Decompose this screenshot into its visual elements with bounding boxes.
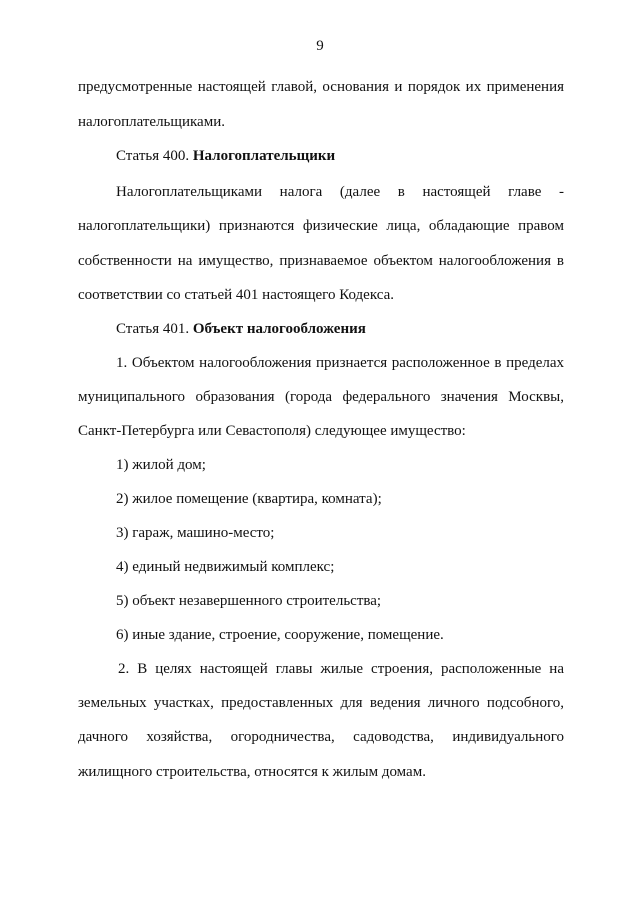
article-400-heading <box>116 146 564 166</box>
paragraph-line: земельных участках, предоставленных для ведения личного подсобного, <box>78 695 564 711</box>
article-400-title: Налогоплательщики <box>192 148 336 164</box>
article-400-number: Статья 400. <box>116 148 193 164</box>
paragraph-line: налогоплательщиками. <box>78 114 225 130</box>
list-item: 1) жилой дом; <box>116 457 206 473</box>
list-item: 3) гараж, машино-место; <box>116 525 275 541</box>
list-item: 5) объект незавершенного строительства; <box>116 593 382 609</box>
paragraph-line: дачного хозяйства, огородничества, садоводства, индивидуального <box>78 729 564 745</box>
paragraph-line: собственности на имущество, признаваемое объектом налогообложения в <box>78 253 564 269</box>
list-item: 6) иные здание, строение, сооружение, помещение. <box>116 627 444 643</box>
article-401-number: Статья 401. <box>116 321 193 337</box>
paragraph-line: жилищного строительства, относятся к жилым домам. <box>78 764 426 780</box>
paragraph-line: налогоплательщики) признаются физические лица, обладающие правом <box>78 218 564 234</box>
paragraph-line: 2. В целях настоящей главы жилые строения, расположенные на <box>118 661 564 677</box>
list-item: 4) единый недвижимый комплекс; <box>116 559 335 575</box>
paragraph-line: соответствии со статьей 401 настоящего Кодекса. <box>78 287 394 303</box>
paragraph-line: предусмотренные настоящей главой, основания и порядок их применения <box>78 79 564 95</box>
article-401-title: Объект налогообложения <box>192 321 366 337</box>
paragraph-line: муниципального образования (города федерального значения Москвы, <box>78 389 564 405</box>
list-item: 2) жилое помещение (квартира, комната); <box>116 491 382 507</box>
article-401-heading <box>116 319 564 339</box>
page-number: 9 <box>316 38 324 54</box>
paragraph-line: Налогоплательщиками налога (далее в настоящей главе - <box>116 184 564 200</box>
paragraph-line: Санкт-Петербурга или Севастополя) следующее имущество: <box>78 423 466 439</box>
paragraph-line: 1. Объектом налогообложения признается расположенное в пределах <box>116 355 564 371</box>
